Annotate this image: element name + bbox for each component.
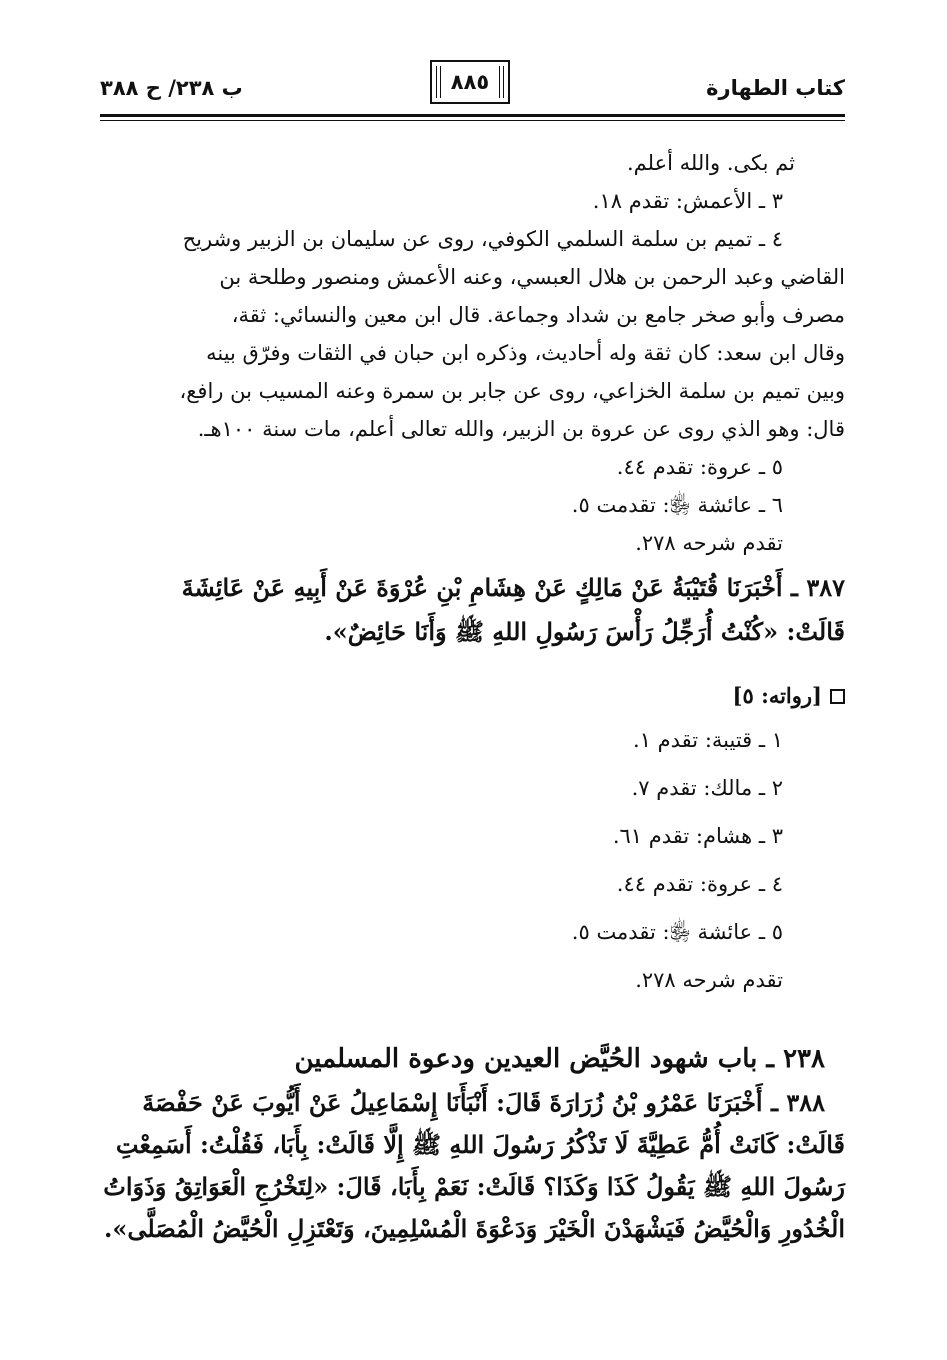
chapter-title: ٢٣٨ ـ باب شهود الحُيَّض العيدين ودعوة المسلمين	[294, 1044, 825, 1074]
narrator-item: ٢ ـ مالك: تقدم ٧.	[631, 776, 783, 800]
page-number: ٨٨٥	[430, 60, 510, 104]
page-header	[100, 60, 845, 108]
commentary-line: تقدم شرحه ٢٧٨.	[635, 531, 783, 555]
hadith-387	[100, 566, 845, 654]
commentary-line: وقال ابن سعد: كان ثقة وله أحاديث، وذكره ابن حبان في الثقات وفرّق بينه	[206, 341, 845, 365]
hadith-line: رَسُولَ اللهِ ﷺ يَقُولُ كَذَا وَكَذَا؟ قَالَتْ: نَعَمْ بِأَبَا، قَالَ: «لِتَخْرُجِ الْعَوَاتِقُ وَذَوَاتُ	[103, 1172, 845, 1201]
narrator-item: ١ ـ قتيبة: تقدم ١.	[633, 728, 783, 752]
commentary-line: مصرف وأبو صخر جامع بن شداد وجماعة. قال ابن معين والنسائي: ثقة،	[231, 303, 845, 327]
narrator-item: ٣ ـ هشام: تقدم ٦١.	[612, 824, 783, 848]
hadith-line: ٣٨٨ ـ أَخْبَرَنَا عَمْرُو بْنُ زُرَارَةَ قَالَ: أَنْبَأَنَا إِسْمَاعِيلُ عَنْ أَيُّوبَ عَنْ حَفْصَةَ	[142, 1088, 825, 1117]
narrators-heading-label: [رواته: ٥]	[732, 683, 822, 708]
narrator-item: تقدم شرحه ٢٧٨.	[635, 968, 783, 992]
header-divider	[100, 114, 845, 117]
square-bullet-icon	[830, 689, 845, 704]
narrator-item: ٥ ـ عائشة ﵂: تقدمت ٥.	[571, 920, 783, 944]
book-title: كتاب الطهارة	[706, 76, 845, 100]
commentary-line: ٣ ـ الأعمش: تقدم ١٨.	[592, 189, 783, 213]
narrators-heading	[100, 676, 845, 716]
commentary-line: ٦ ـ عائشة ﵂: تقدمت ٥.	[571, 493, 783, 517]
hadith-line: ٣٨٧ ـ أَخْبَرَنَا قُتَيْبَةُ عَنْ مَالِكٍ عَنْ هِشَامِ بْنِ عُرْوَةَ عَنْ أَبِيهِ عَنْ عَائِشَةَ	[181, 573, 845, 602]
commentary-line: ٥ ـ عروة: تقدم ٤٤.	[616, 455, 783, 479]
commentary-line: ٤ ـ تميم بن سلمة السلمي الكوفي، روى عن سليمان بن الزبير وشريح	[182, 227, 783, 251]
hadith-388	[100, 1082, 845, 1250]
commentary-line: وبين تميم بن سلمة الخزاعي، روى عن جابر بن سمرة وعنه المسيب بن رافع،	[179, 379, 845, 403]
book-page	[100, 60, 845, 1320]
commentary-line: القاضي وعبد الرحمن بن هلال العبسي، وعنه الأعمش ومنصور وطلحة بن	[219, 265, 845, 289]
hadith-line: الْخُدُورِ وَالْحُيَّضُ فَيَشْهَدْنَ الْخَيْرَ وَدَعْوَةَ الْمُسْلِمِينَ، وَتَعْتَزِلِ الْحُيَّضُ الْمُصَلَّى».	[104, 1214, 845, 1243]
narrator-item: ٤ ـ عروة: تقدم ٤٤.	[616, 872, 783, 896]
hadith-line: قَالَتْ: «كُنْتُ أُرَجِّلُ رَأْسَ رَسُولِ اللهِ ﷺ وَأَنَا حَائِضٌ».	[324, 617, 845, 646]
chapter-hadith-reference: ب ٢٣٨/ ح ٣٨٨	[100, 76, 243, 100]
commentary-line: ثم بكى. والله أعلم.	[626, 151, 795, 175]
page-body	[100, 144, 845, 1250]
narrators-list	[100, 716, 845, 1004]
commentary-line: قال: وهو الذي روى عن عروة بن الزبير، والله تعالى أعلم، مات سنة ١٠٠هـ.	[197, 417, 845, 441]
header-divider-thin	[100, 120, 845, 121]
hadith-line: قَالَتْ: كَانَتْ أُمُّ عَطِيَّةَ لَا تَذْكُرُ رَسُولَ اللهِ ﷺ إِلَّا قَالَتْ: بِأَبَا، فَقُلْتُ: أَسَمِعْتِ	[115, 1130, 845, 1159]
